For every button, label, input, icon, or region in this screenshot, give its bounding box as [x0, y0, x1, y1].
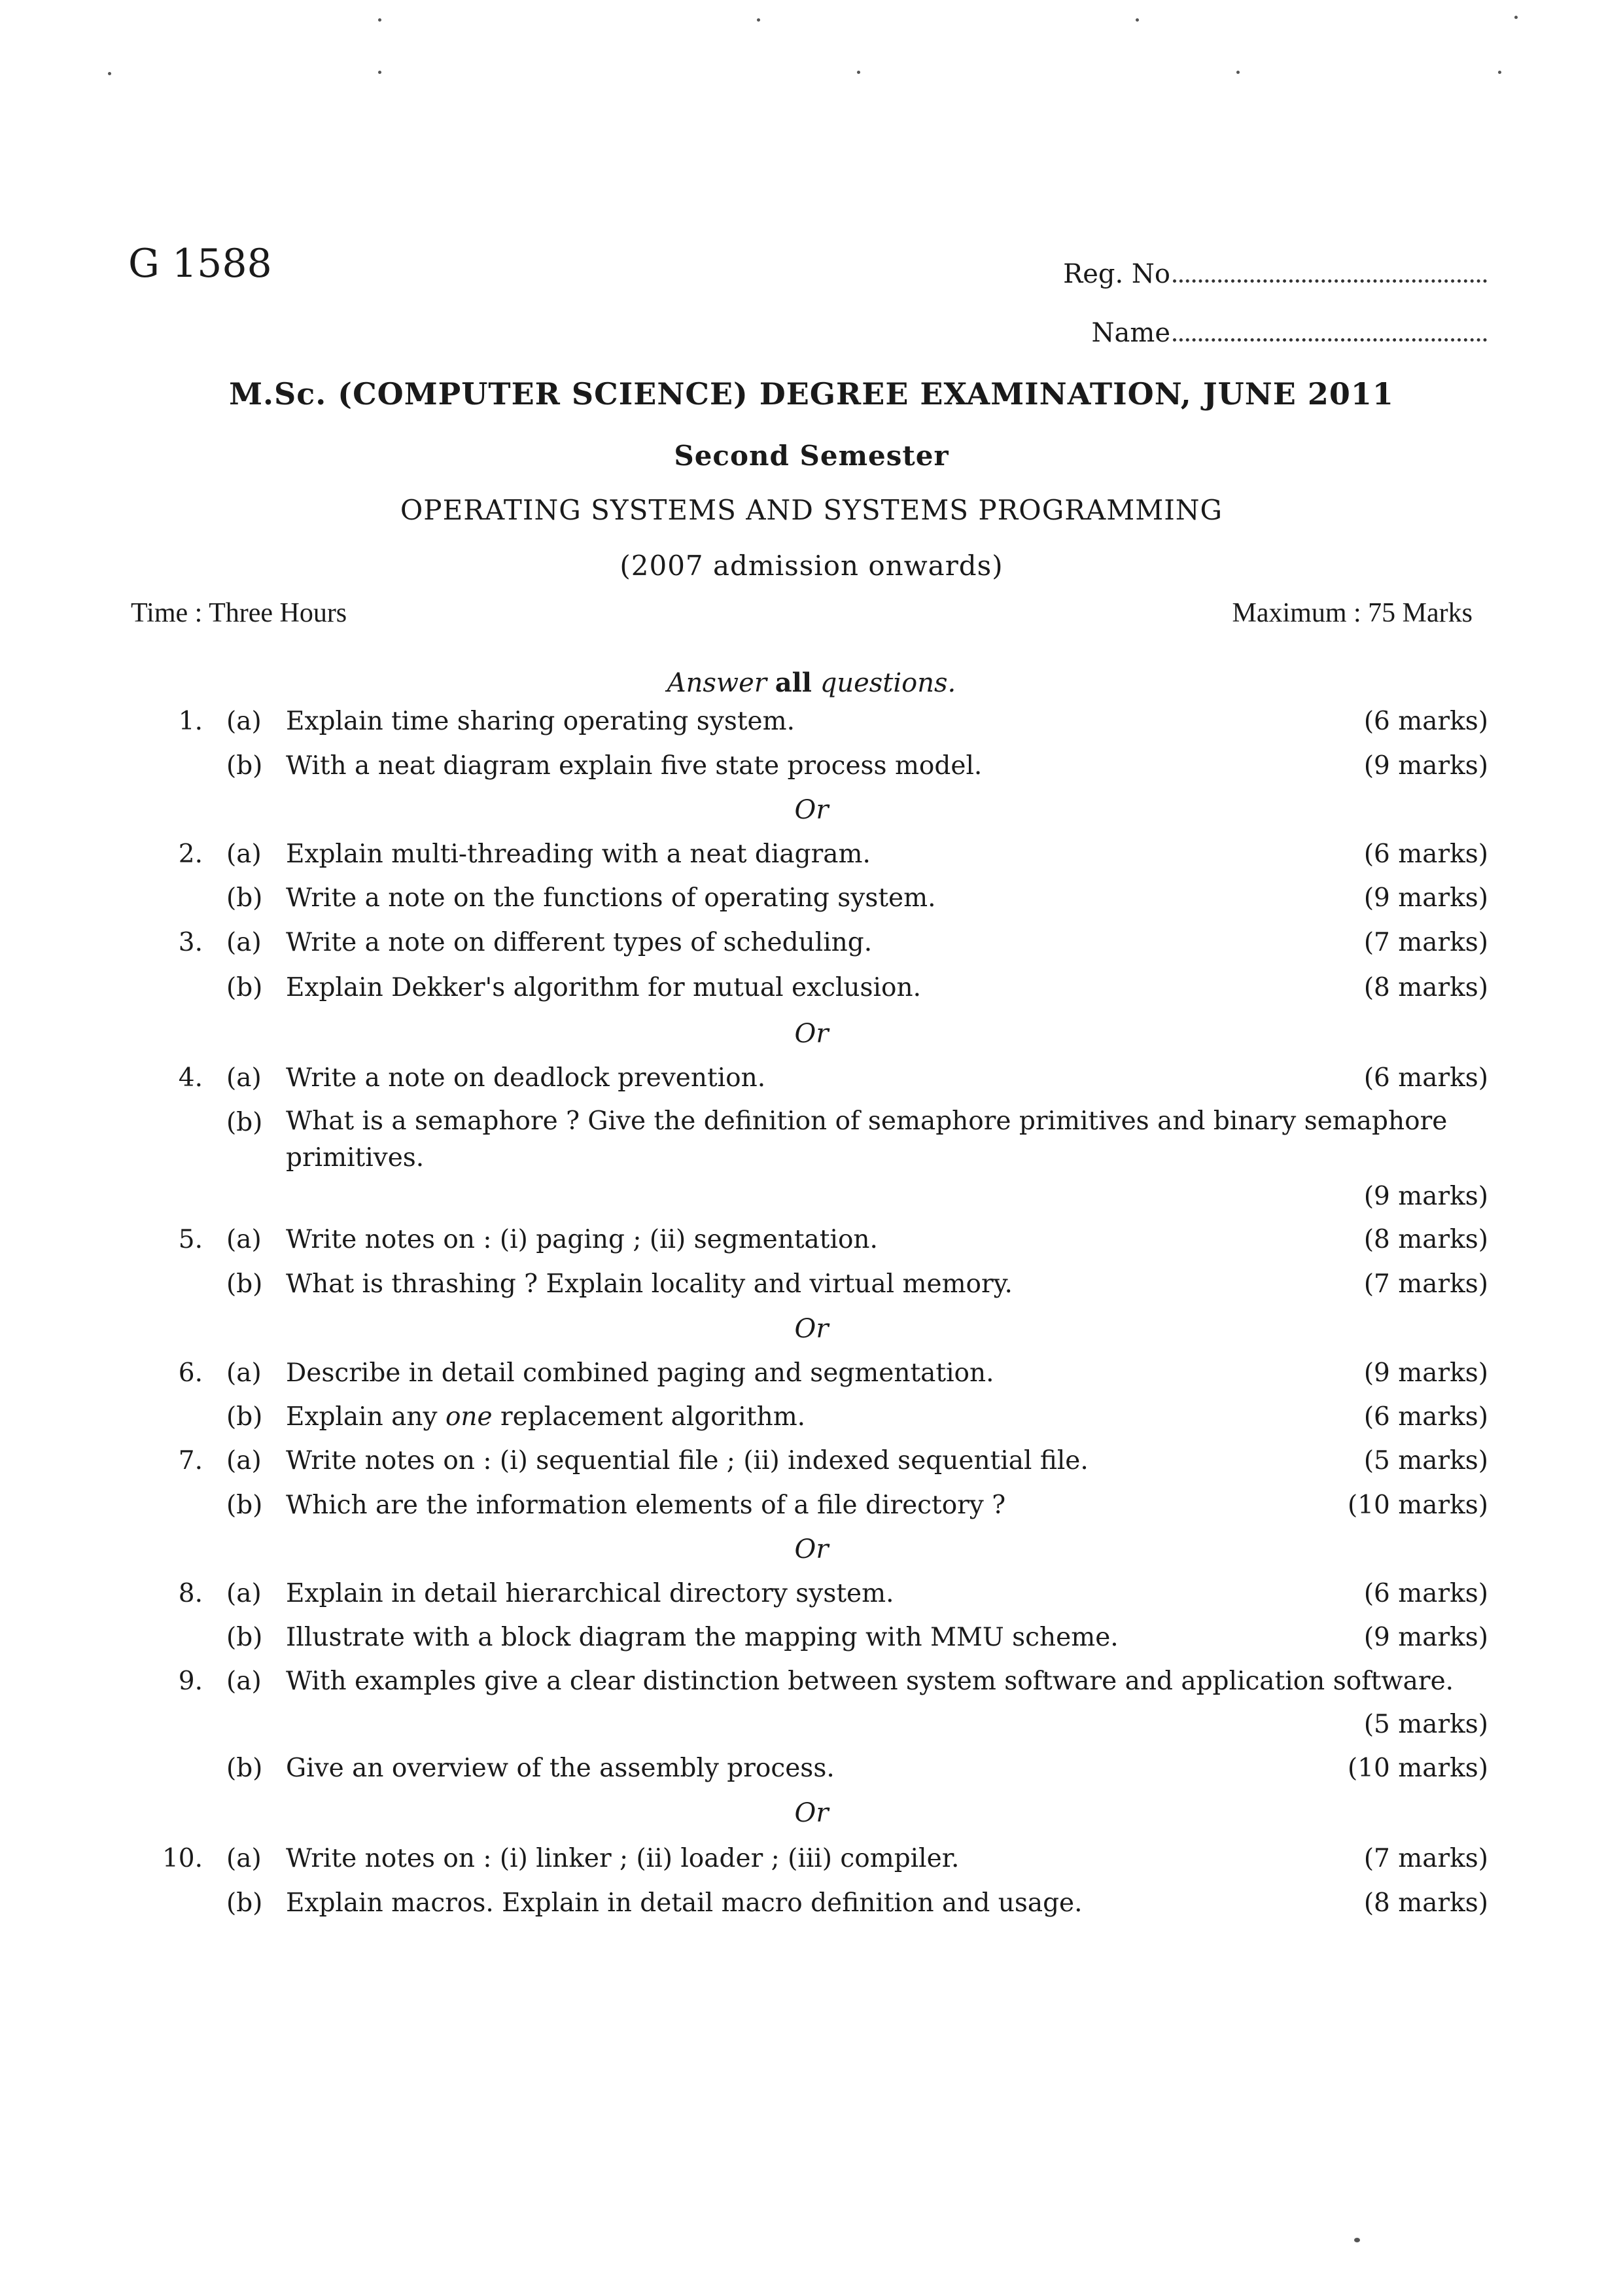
question-number: 8. [178, 1579, 203, 1608]
question-text [286, 1402, 805, 1432]
part-label: (b) [226, 751, 263, 781]
marks: (9 marks) [1363, 883, 1488, 913]
question-text-part: Explain any [286, 1402, 445, 1432]
question-number: 6. [178, 1358, 203, 1388]
or-separator: Or [794, 1314, 829, 1344]
question-text: Explain Dekker's algorithm for mutual exclusion. [286, 973, 922, 1002]
part-label: (b) [226, 973, 263, 1002]
exam-title: M.Sc. (COMPUTER SCIENCE) DEGREE EXAMINATION, JUNE 2011 [229, 376, 1394, 412]
marks: (5 marks) [1363, 1446, 1488, 1475]
scan-speck [378, 18, 381, 22]
question-number: 2. [178, 839, 203, 869]
name-blank [1173, 316, 1487, 342]
question-text: Write notes on : (i) paging ; (ii) segmentation. [286, 1225, 878, 1254]
part-label: (a) [226, 928, 262, 957]
marks: (10 marks) [1348, 1491, 1488, 1520]
instruction-word: questions. [820, 668, 956, 698]
reg-no-label: Reg. No [1063, 259, 1170, 289]
instruction [0, 667, 1623, 698]
instruction-word: all [775, 667, 812, 698]
question-text: Which are the information elements of a file directory ? [286, 1491, 1006, 1520]
or-separator: Or [794, 1019, 829, 1049]
time-allowed: Time : Three Hours [131, 598, 347, 628]
question-text: Describe in detail combined paging and segmentation. [286, 1358, 994, 1388]
question-text: Write a note on the functions of operating system. [286, 883, 936, 913]
marks: (6 marks) [1363, 707, 1488, 736]
scan-speck [108, 72, 111, 75]
question-text: Write a note on different types of scheduling. [286, 928, 873, 957]
part-label: (b) [226, 1623, 263, 1652]
scan-speck [1354, 2238, 1360, 2242]
part-label: (a) [226, 1579, 262, 1608]
marks: (7 marks) [1363, 928, 1488, 957]
instruction-word: Answer [667, 668, 767, 698]
marks: (10 marks) [1348, 1754, 1488, 1783]
part-label: (b) [226, 1269, 263, 1299]
paper-code: G 1588 [128, 241, 272, 287]
part-label: (a) [226, 1063, 262, 1093]
marks: (9 marks) [1363, 751, 1488, 781]
part-label: (b) [226, 1888, 263, 1918]
marks: (7 marks) [1363, 1269, 1488, 1299]
scan-speck [857, 71, 860, 74]
question-text: Give an overview of the assembly process. [286, 1754, 835, 1783]
scan-speck [378, 71, 381, 74]
question-text: Write notes on : (i) linker ; (ii) loader ; (iii) compiler. [286, 1844, 960, 1873]
name-label: Name [1091, 318, 1170, 348]
question-text: Write a note on deadlock prevention. [286, 1063, 766, 1093]
question-number: 1. [178, 707, 203, 736]
question-text: Explain time sharing operating system. [286, 707, 795, 736]
part-label: (a) [226, 1225, 262, 1254]
part-label: (a) [226, 1358, 262, 1388]
marks: (5 marks) [1363, 1710, 1488, 1739]
part-label: (b) [226, 1491, 263, 1520]
part-label: (b) [226, 883, 263, 913]
question-text: Explain multi-threading with a neat diagram. [286, 839, 871, 869]
question-text: Explain macros. Explain in detail macro definition and usage. [286, 1888, 1083, 1918]
marks: (6 marks) [1363, 1579, 1488, 1608]
marks: (9 marks) [1363, 1623, 1488, 1652]
marks: (6 marks) [1363, 1402, 1488, 1432]
or-separator: Or [794, 795, 829, 825]
scan-speck [1236, 71, 1240, 74]
reg-no-blank [1173, 257, 1487, 283]
or-separator: Or [794, 1534, 829, 1564]
marks: (8 marks) [1363, 1225, 1488, 1254]
question-text: With a neat diagram explain five state process model. [286, 751, 983, 781]
marks: (9 marks) [1363, 1358, 1488, 1388]
scan-speck [1136, 18, 1139, 22]
question-number: 7. [178, 1446, 203, 1475]
name-line [1092, 316, 1487, 348]
marks: (6 marks) [1363, 839, 1488, 869]
question-text: What is a semaphore ? Give the definition of semaphore primitives and binary semaphore primitives. [286, 1106, 1448, 1173]
admission-note: (2007 admission onwards) [620, 550, 1003, 582]
question-number: 5. [178, 1225, 203, 1254]
scan-speck [1498, 71, 1501, 74]
scan-speck [757, 18, 760, 22]
question-text: Illustrate with a block diagram the mapping with MMU scheme. [286, 1623, 1119, 1652]
maximum-marks: Maximum : 75 Marks [1232, 598, 1473, 628]
part-label: (a) [226, 1844, 262, 1873]
question-text: With examples give a clear distinction between system software and application software. [286, 1667, 1454, 1696]
part-label: (a) [226, 1446, 262, 1475]
marks: (6 marks) [1363, 1063, 1488, 1093]
reg-no-line [1063, 257, 1487, 289]
marks: (9 marks) [1363, 1182, 1488, 1211]
question-text-emphasis: one [445, 1402, 493, 1432]
marks: (8 marks) [1363, 973, 1488, 1002]
scan-speck [1514, 16, 1518, 19]
semester: Second Semester [674, 440, 949, 472]
marks: (8 marks) [1363, 1888, 1488, 1918]
part-label: (a) [226, 707, 262, 736]
part-label: (a) [226, 839, 262, 869]
question-number: 10. [162, 1844, 203, 1873]
part-label: (b) [226, 1402, 263, 1432]
part-label: (b) [226, 1108, 263, 1137]
question-text: Explain in detail hierarchical directory system. [286, 1579, 894, 1608]
question-text-part: replacement algorithm. [492, 1402, 806, 1432]
question-number: 4. [178, 1063, 203, 1093]
part-label: (b) [226, 1754, 263, 1783]
or-separator: Or [794, 1798, 829, 1828]
question-number: 9. [178, 1667, 203, 1696]
subject-title: OPERATING SYSTEMS AND SYSTEMS PROGRAMMING [400, 494, 1223, 526]
question-text: Write notes on : (i) sequential file ; (ii) indexed sequential file. [286, 1446, 1089, 1475]
marks: (7 marks) [1363, 1844, 1488, 1873]
part-label: (a) [226, 1667, 262, 1696]
question-number: 3. [178, 928, 203, 957]
question-text: What is thrashing ? Explain locality and virtual memory. [286, 1269, 1013, 1299]
